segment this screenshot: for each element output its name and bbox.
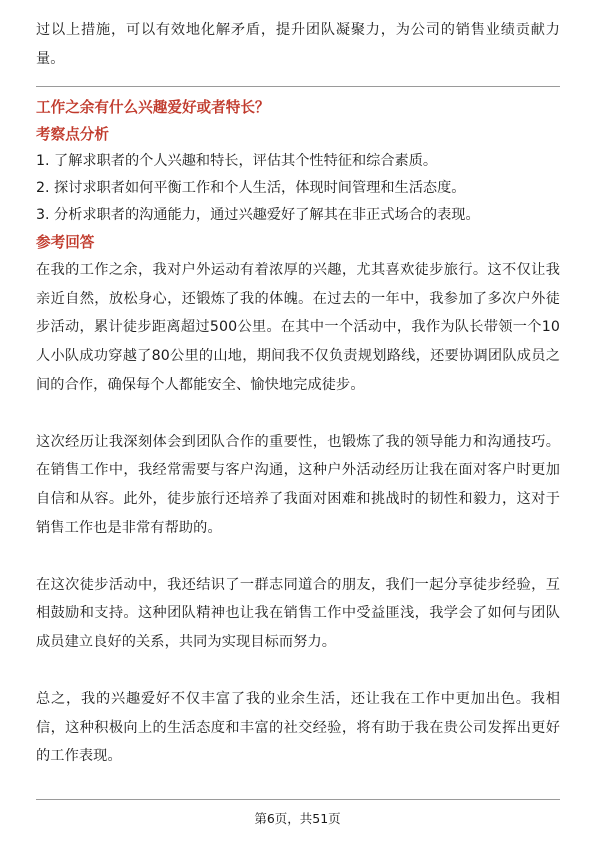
answer-paragraph: 总之，我的兴趣爱好不仅丰富了我的业余生活，还让我在工作中更加出色。我相信，这种积极向上的生活态度和丰富的社交经验，将有助于我在贵公司发挥出更好的工作表现。 [36,691,560,765]
analysis-point: 1. 了解求职者的个人兴趣和特长，评估其个性特征和综合素质。 [36,153,438,170]
analysis-points [36,148,560,229]
answer-paragraph: 在这次徒步活动中，我还结识了一群志同道合的朋友，我们一起分享徒步经验，互相鼓励和支持。这种团队精神也让我在销售工作中受益匪浅，我学会了如何与团队成员建立良好的关系，共同为实现目标而努力。 [36,576,560,650]
reference-answer-heading: 参考回答 [36,234,95,252]
interview-question: 工作之余有什么兴趣爱好或者特长？ [36,99,270,117]
analysis-point: 3. 分析求职者的沟通能力，通过兴趣爱好了解其在非正式场合的表现。 [36,207,480,224]
analysis-point: 2. 探讨求职者如何平衡工作和个人生活，体现时间管理和生活态度。 [36,180,466,197]
paragraph-gap [36,399,560,428]
analysis-heading: 考察点分析 [36,126,109,144]
page-number: 第6页，共51页 [254,811,341,826]
paragraph-gap [36,657,560,686]
footer-divider [36,799,560,800]
paragraph-gap [36,542,560,571]
intro-paragraph-tail: 过以上措施，可以有效地化解矛盾，提升团队凝聚力，为公司的销售业绩贡献力量。 [36,22,560,67]
answer-paragraph: 在我的工作之余，我对户外运动有着浓厚的兴趣，尤其喜欢徒步旅行。这不仅让我亲近自然，放松身心，还锻炼了我的体魄。在过去的一年中，我参加了多次户外徒步活动，累计徒步距离超过500公里。在其中一个活动中，我作为队长带领一个10人小队成功穿越了80公里的山地，期间我不仅负责规划路线，还要协调团队成员之间的合作，确保每个人都能安全、愉快地完成徒步。 [36,262,560,393]
page-content [36,16,560,771]
answer-paragraph: 这次经历让我深刻体会到团队合作的重要性，也锻炼了我的领导能力和沟通技巧。在销售工作中，我经常需要与客户沟通，这种户外活动经历让我在面对客户时更加自信和从容。此外，徒步旅行还培养了我面对困难和挑战时的韧性和毅力，这对于销售工作也是非常有帮助的。 [36,433,560,536]
section-divider [36,86,560,87]
